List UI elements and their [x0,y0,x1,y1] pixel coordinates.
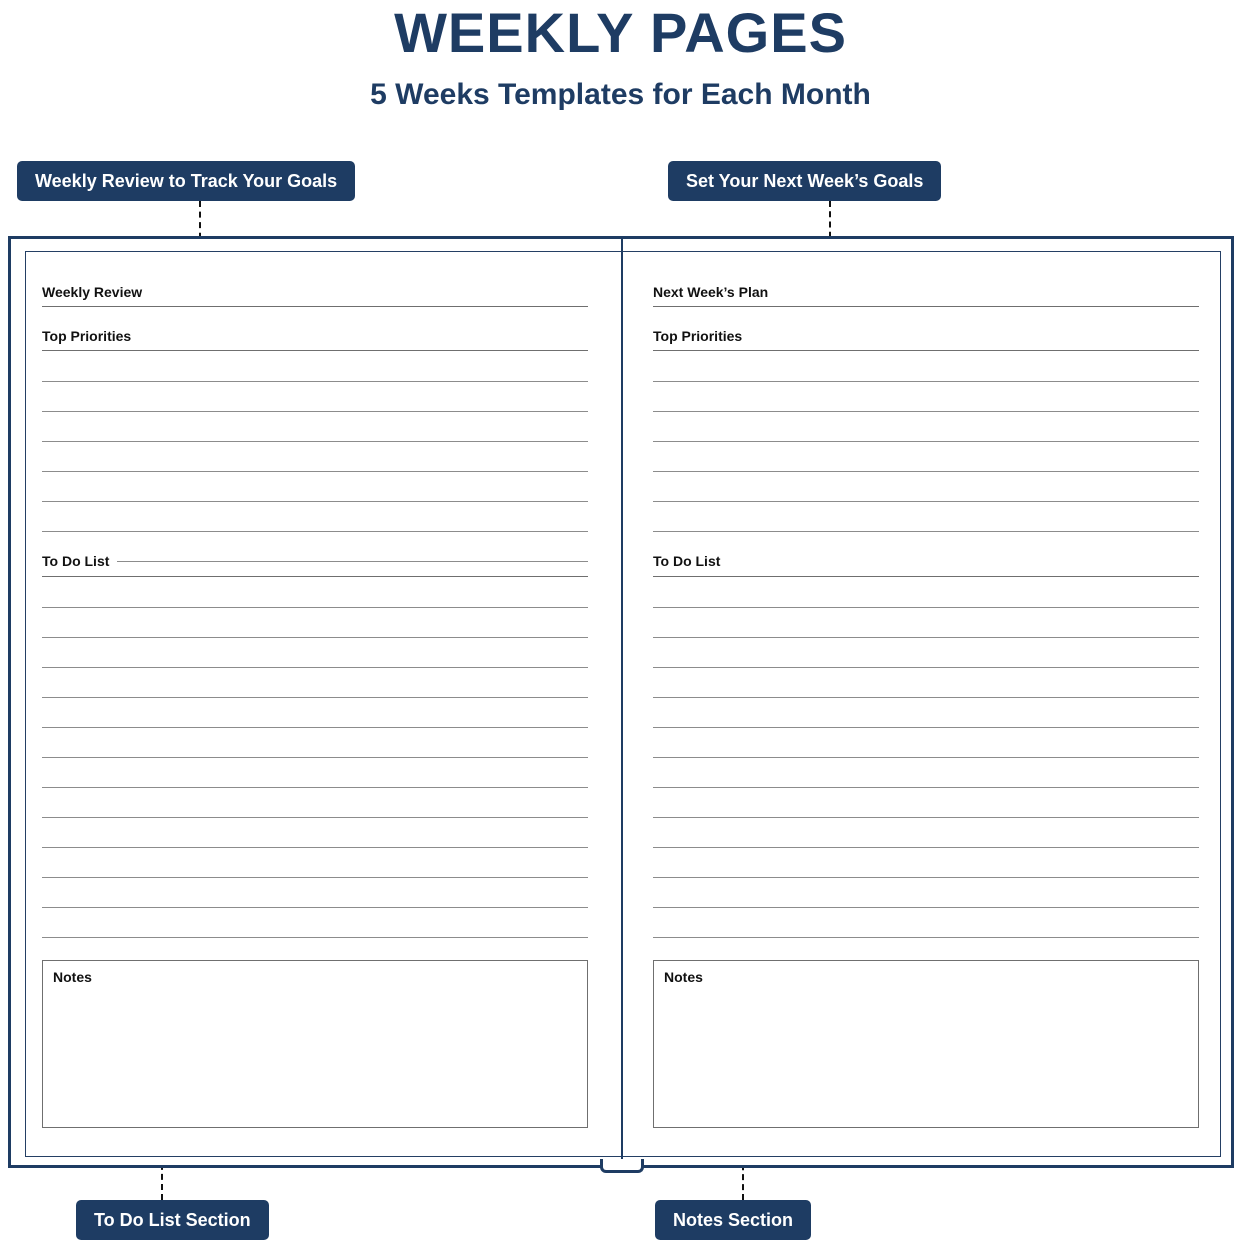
right-page [653,248,1213,1156]
left-top-priorities-label: Top Priorities [42,328,139,344]
right-notes-label: Notes [664,969,703,985]
callout-notes-section[interactable]: Notes Section [655,1200,811,1240]
rule [42,847,588,848]
rule [653,607,1199,608]
rule [653,817,1199,818]
rule [653,727,1199,728]
rule [42,501,588,502]
rule [42,637,588,638]
rule [653,757,1199,758]
rule [42,381,588,382]
right-top-priorities-label: Top Priorities [653,328,750,344]
rule [42,607,588,608]
rule [42,697,588,698]
right-notes-box[interactable] [653,960,1199,1128]
rule [653,637,1199,638]
callout-next-week-goals[interactable]: Set Your Next Week’s Goals [668,161,941,201]
rule [42,817,588,818]
right-page-title: Next Week’s Plan [653,284,776,300]
rule [42,411,588,412]
rule [42,727,588,728]
rule [653,907,1199,908]
page-title: WEEKLY PAGES [394,1,847,64]
rule [653,350,1199,351]
rule [653,667,1199,668]
notebook-spine-foot [600,1159,644,1173]
rule [653,306,1199,307]
rule [42,441,588,442]
rule [653,441,1199,442]
rule [42,757,588,758]
rule [42,350,588,351]
right-todo-list-label: To Do List [653,553,728,569]
left-page [42,248,602,1156]
rule [42,787,588,788]
rule [653,471,1199,472]
rule [42,561,588,562]
rule [653,877,1199,878]
rule [42,576,588,577]
notebook-spine [621,236,623,1168]
rule [42,907,588,908]
rule [42,531,588,532]
left-notes-box[interactable] [42,960,588,1128]
rule [653,576,1199,577]
rule [42,471,588,472]
rule [653,411,1199,412]
rule [653,847,1199,848]
callout-todo-section[interactable]: To Do List Section [76,1200,269,1240]
rule [653,501,1199,502]
callout-weekly-review[interactable]: Weekly Review to Track Your Goals [17,161,355,201]
rule [42,877,588,878]
rule [42,937,588,938]
rule [42,667,588,668]
left-notes-label: Notes [53,969,92,985]
rule [653,787,1199,788]
rule [653,381,1199,382]
left-page-title: Weekly Review [42,284,150,300]
rule [42,306,588,307]
left-todo-list-label: To Do List [42,553,117,569]
rule [653,937,1199,938]
page-subtitle: 5 Weeks Templates for Each Month [370,78,871,111]
rule [653,697,1199,698]
rule [653,531,1199,532]
